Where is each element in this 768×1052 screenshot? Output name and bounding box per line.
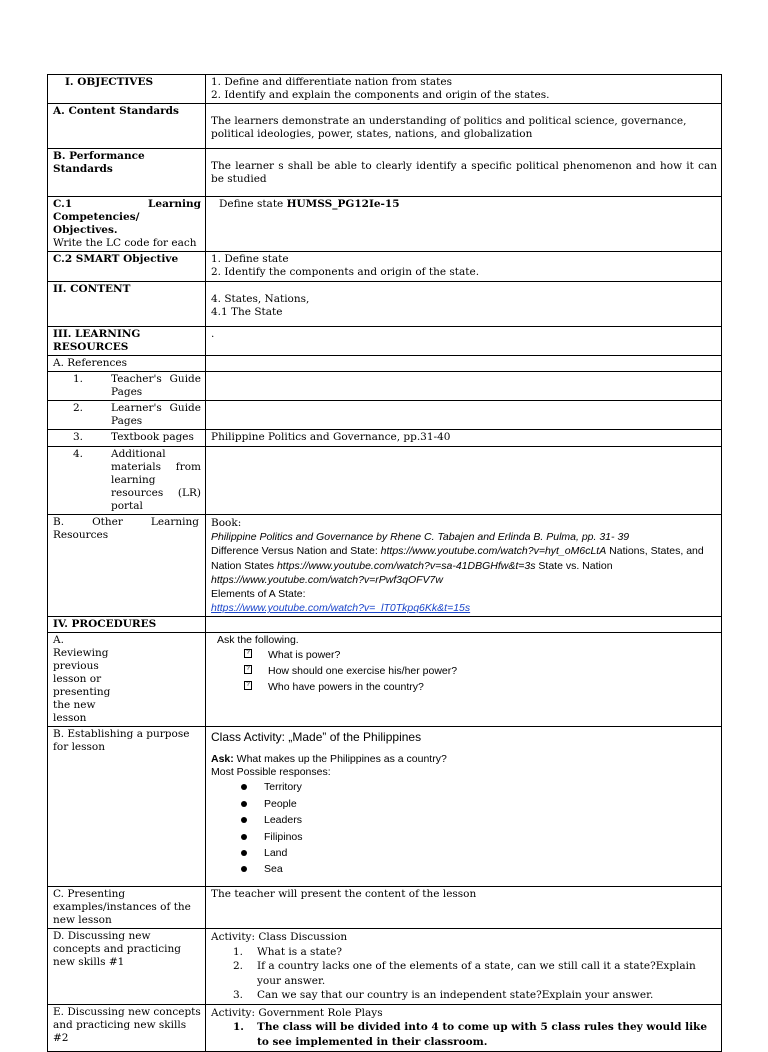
- video-link[interactable]: https://www.youtube.com/watch?v=hyt_oM6cLtA: [380, 545, 607, 558]
- role-play-steps: [211, 1020, 717, 1049]
- reference-value: [206, 372, 722, 401]
- discussing1-row: [48, 929, 722, 1005]
- presenting-text: The teacher will present the content of the lesson: [211, 888, 477, 901]
- other-resources-row: [48, 515, 722, 617]
- smart-objective-item: 2. Identify the components and origin of the state.: [211, 266, 480, 278]
- video-label: Elements of A State:: [211, 588, 306, 601]
- textbook-reference: Philippine Politics and Governance, pp.31-40: [211, 431, 451, 443]
- review-label-text: A. Reviewing previous lesson or presenting the new lesson: [53, 634, 111, 725]
- discussion-question: 2. If a country lacks one of the elements of a state, can we still call it a state?Explain your answer.: [233, 960, 696, 987]
- response-item: Land: [241, 845, 717, 861]
- discussing1-activity: Activity: Class Discussion: [211, 931, 348, 944]
- response-item: Territory: [241, 779, 717, 795]
- smart-objective-label-text: C.2 SMART Objective: [53, 253, 179, 265]
- reference-label-text: Textbook pages: [111, 431, 194, 443]
- objectives-content: [206, 75, 722, 104]
- checkbox-icon: ?: [244, 681, 252, 690]
- other-resources-content: [206, 515, 722, 617]
- reference-num: 2.: [73, 402, 84, 414]
- lc-code: HUMSS_PG12Ie-15: [286, 198, 400, 210]
- learning-resources-label-text: III. LEARNING RESOURCES: [53, 328, 141, 353]
- review-row: [48, 633, 722, 727]
- reference-num: 1.: [73, 373, 84, 385]
- learning-competencies-row: [48, 197, 722, 252]
- reference-row: [48, 401, 722, 430]
- reference-label: [48, 401, 206, 430]
- lc-label-line2: Competencies/ Objectives.: [53, 211, 140, 236]
- smart-objective-label: [48, 252, 206, 282]
- reference-label: [48, 430, 206, 447]
- other-resources-label: [48, 515, 206, 617]
- response-item: People: [241, 796, 717, 812]
- reference-value: [206, 430, 722, 447]
- content-content: [206, 282, 722, 327]
- response-item: Leaders: [241, 812, 717, 828]
- reference-num: 4.: [73, 448, 84, 460]
- bullet-icon: [241, 784, 247, 790]
- presenting-label-text: C. Presenting examples/instances of the new lesson: [53, 888, 191, 927]
- content-row: [48, 282, 722, 327]
- content-standards-content: [206, 104, 722, 149]
- video-link[interactable]: https://www.youtube.com/watch?v=rPwf3qOFV7w: [211, 573, 443, 586]
- content-line: 4.1 The State: [211, 306, 283, 318]
- performance-standards-content: [206, 149, 722, 197]
- discussion-question: 1. What is a state?: [233, 945, 342, 958]
- bullet-icon: [241, 834, 247, 840]
- purpose-label: [48, 727, 206, 887]
- review-question-list: [211, 647, 717, 695]
- response-item: Sea: [241, 861, 717, 877]
- checkbox-icon: ?: [244, 649, 252, 658]
- discussion-question: 3. Can we say that our country is an independent state?Explain your answer.: [233, 989, 654, 1002]
- smart-objective-row: [48, 252, 722, 282]
- content-standards-text: The learners demonstrate an understanding of politics and political science, governance, political ideologies, power, states, nations, and globalization: [211, 115, 687, 140]
- purpose-row: [48, 727, 722, 887]
- review-question: ? What is power?: [244, 647, 717, 663]
- content-standards-label: [48, 104, 206, 149]
- procedures-row: [48, 617, 722, 633]
- ask-label: Ask:: [211, 753, 234, 766]
- discussing2-label-text: E. Discussing new concepts and practicing new skills #2: [53, 1005, 201, 1044]
- video-label: Difference Versus Nation and State:: [211, 545, 381, 558]
- ask-text: What makes up the Philippines as a country?: [233, 753, 447, 766]
- references-content: [206, 356, 722, 372]
- learning-resources-content: [206, 327, 722, 356]
- objectives-label-text: I. OBJECTIVES: [65, 76, 154, 88]
- lesson-plan-table: [47, 74, 722, 1052]
- lc-label-word: Learning: [148, 198, 201, 210]
- lc-label-code: C.1: [53, 198, 73, 210]
- review-label: [48, 633, 206, 727]
- discussing1-content: [206, 929, 722, 1005]
- procedures-content: [206, 617, 722, 633]
- checkbox-icon: ?: [244, 665, 252, 674]
- learning-resources-value: .: [211, 328, 215, 340]
- video-link[interactable]: https://www.youtube.com/watch?v=sa-41DBGHfw&t=3s: [276, 559, 536, 572]
- bullet-icon: [241, 866, 247, 872]
- objective-item: 2. Identify and explain the components and origin of the states.: [211, 89, 550, 101]
- procedures-label: [48, 617, 206, 633]
- reference-num: 3.: [73, 431, 84, 443]
- objective-item: 1. Define and differentiate nation from states: [211, 76, 452, 88]
- reference-row: [48, 430, 722, 447]
- smart-objective-item: 1. Define state: [211, 253, 289, 265]
- discussing1-label-text: D. Discussing new concepts and practicing new skills #1: [53, 930, 181, 969]
- discussing1-label: [48, 929, 206, 1005]
- references-label-text: A. References: [53, 357, 127, 369]
- reference-row: [48, 447, 722, 515]
- purpose-content: [206, 727, 722, 887]
- reference-row: [48, 372, 722, 401]
- discussing2-content: [206, 1004, 722, 1051]
- reference-label-text: Learner's Guide Pages: [111, 402, 201, 427]
- learning-resources-label: [48, 327, 206, 356]
- content-label-text: II. CONTENT: [53, 283, 131, 295]
- video-label: Nations, States, and Nation States: [211, 545, 704, 572]
- review-intro: Ask the following.: [217, 634, 299, 647]
- other-resources-label-text: B. Other Learning Resources: [53, 516, 199, 541]
- reference-label-text: Teacher's Guide Pages: [111, 373, 201, 398]
- performance-standards-label: [48, 149, 206, 197]
- references-label: [48, 356, 206, 372]
- purpose-label-text: B. Establishing a purpose for lesson: [53, 728, 190, 754]
- reference-label: [48, 372, 206, 401]
- review-question: ? How should one exercise his/her power?: [244, 663, 717, 679]
- content-label: [48, 282, 206, 327]
- objectives-row: [48, 75, 722, 104]
- smart-objective-content: [206, 252, 722, 282]
- discussing2-row: [48, 1004, 722, 1051]
- presenting-content: [206, 887, 722, 929]
- presenting-row: [48, 887, 722, 929]
- procedures-label-text: IV. PROCEDURES: [53, 618, 157, 631]
- role-play-step: 1. The class will be divided into 4 to come up with 5 class rules they would like to see implemented in their classroom.: [233, 1021, 708, 1048]
- lc-label-line3: Write the LC code for each: [53, 237, 197, 249]
- presenting-label: [48, 887, 206, 929]
- lc-text: Define state: [219, 198, 287, 210]
- discussion-questions: [211, 945, 717, 1003]
- book-reference: Philippine Politics and Governance by Rhene C. Tabajen and Erlinda B. Pulma, pp. 31- 39: [211, 531, 630, 544]
- reference-label: [48, 447, 206, 515]
- reference-value: [206, 447, 722, 515]
- reference-value: [206, 401, 722, 430]
- purpose-activity: Class Activity: „Made” of the Philippines: [211, 730, 422, 745]
- review-content: [206, 633, 722, 727]
- video-link[interactable]: https://www.youtube.com/watch?v=_lT0Tkpq6Kk&t=15s: [211, 602, 471, 615]
- performance-standards-label-text: B. Performance Standards: [53, 150, 145, 175]
- responses-list: [211, 779, 717, 877]
- discussing2-label: [48, 1004, 206, 1051]
- content-standards-label-text: A. Content Standards: [53, 105, 179, 117]
- book-label: Book:: [211, 517, 242, 529]
- content-line: 4. States, Nations,: [211, 293, 310, 305]
- response-item: Filipinos: [241, 829, 717, 845]
- video-label: State vs. Nation: [535, 559, 613, 572]
- bullet-icon: [241, 801, 247, 807]
- review-question: ? Who have powers in the country?: [244, 679, 717, 695]
- references-row: [48, 356, 722, 372]
- bullet-icon: [241, 817, 247, 823]
- content-standards-row: [48, 104, 722, 149]
- bullet-icon: [241, 850, 247, 856]
- learning-resources-row: [48, 327, 722, 356]
- learning-competencies-content: [206, 197, 722, 252]
- discussing2-activity: Activity: Government Role Plays: [211, 1006, 383, 1019]
- learning-competencies-label: [48, 197, 206, 252]
- performance-standards-text: The learner s shall be able to clearly identify a specific political phenomenon and how it can be studied: [211, 160, 717, 185]
- responses-label: Most Possible responses:: [211, 766, 331, 779]
- objectives-label: [48, 75, 206, 104]
- reference-label-text: Additional materials from learning resources (LR) portal: [111, 448, 201, 512]
- performance-standards-row: [48, 149, 722, 197]
